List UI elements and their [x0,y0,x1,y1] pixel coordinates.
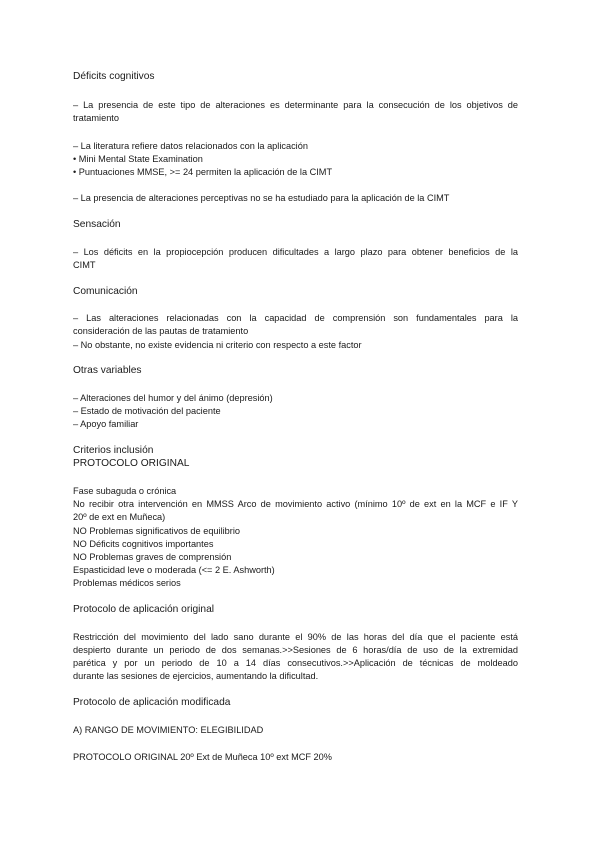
criterio-line: NO Problemas graves de comprensión [73,552,232,562]
protocolo-original-line: PROTOCOLO ORIGINAL 20º Ext de Muñeca 10º ext MCF 20% [73,752,332,762]
list-item: – La literatura refiere datos relacionados con la aplicación [73,141,308,151]
list-item: • Puntuaciones MMSE, >= 24 permiten la aplicación de la CIMT [73,167,333,177]
criterios-inclusion-title: Criterios inclusión [73,445,154,456]
list-item: • Mini Mental State Examination [73,154,203,164]
criterio-line: Fase subaguda o crónica [73,486,177,496]
rango-movimiento-title: A) RANGO DE MOVIMIENTO: ELEGIBILIDAD [73,725,264,735]
protocolo-original-title: PROTOCOLO ORIGINAL [73,458,190,469]
sensacion-line-1: – Los déficits en la propiocepción producen dificultades a largo plazo para obtener beneficios de la [73,247,518,257]
criterio-line: No recibir otra intervención en MMSS Arco de movimiento activo (mínimo 10º de ext en la MCF e IF Y [73,499,518,509]
list-item: – Alteraciones del humor y del ánimo (depresión) [73,393,273,403]
criterio-line: NO Déficits cognitivos importantes [73,539,214,549]
comunicacion-line-1: – Las alteraciones relacionadas con la capacidad de comprensión son fundamentales para la [73,313,518,323]
list-item: – Estado de motivación del paciente [73,406,221,416]
sensacion-line-2: CIMT [73,260,96,270]
list-item: – Apoyo familiar [73,419,139,429]
criterio-line: Espasticidad leve o moderada (<= 2 E. Ashworth) [73,565,275,575]
heading-protocolo-aplicacion-modificada: Protocolo de aplicación modificada [73,697,231,708]
aplicacion-line: durante las sesiones de ejercicios, aumentando la dificultad. [73,671,319,681]
criterio-line: NO Problemas significativos de equilibrio [73,526,240,536]
heading-deficits-cognitivos: Déficits cognitivos [73,71,155,82]
criterio-line: Problemas médicos serios [73,578,181,588]
heading-otras-variables: Otras variables [73,365,142,376]
heading-protocolo-aplicacion-original: Protocolo de aplicación original [73,604,215,615]
criterio-line: 20º de ext en Muñeca) [73,512,166,522]
heading-sensacion: Sensación [73,219,121,230]
deficits-perceptivas-line: – La presencia de alteraciones perceptivas no se ha estudiado para la aplicación de la CIMT [73,193,450,203]
comunicacion-line-2: consideración de las pautas de tratamiento [73,326,249,336]
heading-comunicacion: Comunicación [73,286,138,297]
deficits-paragraph-line-2: tratamiento [73,113,119,123]
deficits-paragraph-line-1: – La presencia de este tipo de alteraciones es determinante para la consecución de los objetivos de [73,100,518,110]
aplicacion-line: Restricción del movimiento del lado sano durante el 90% de las horas del día que el paciente está [73,632,518,642]
aplicacion-line: despierto durante un periodo de dos semanas.>>Sesiones de 6 horas/día de uso de la extremidad [73,645,518,655]
aplicacion-line: parética y por un periodo de 10 a 14 días consecutivos.>>Aplicación de técnicas de moldeado [73,658,518,668]
comunicacion-line-3: – No obstante, no existe evidencia ni criterio con respecto a este factor [73,340,362,350]
